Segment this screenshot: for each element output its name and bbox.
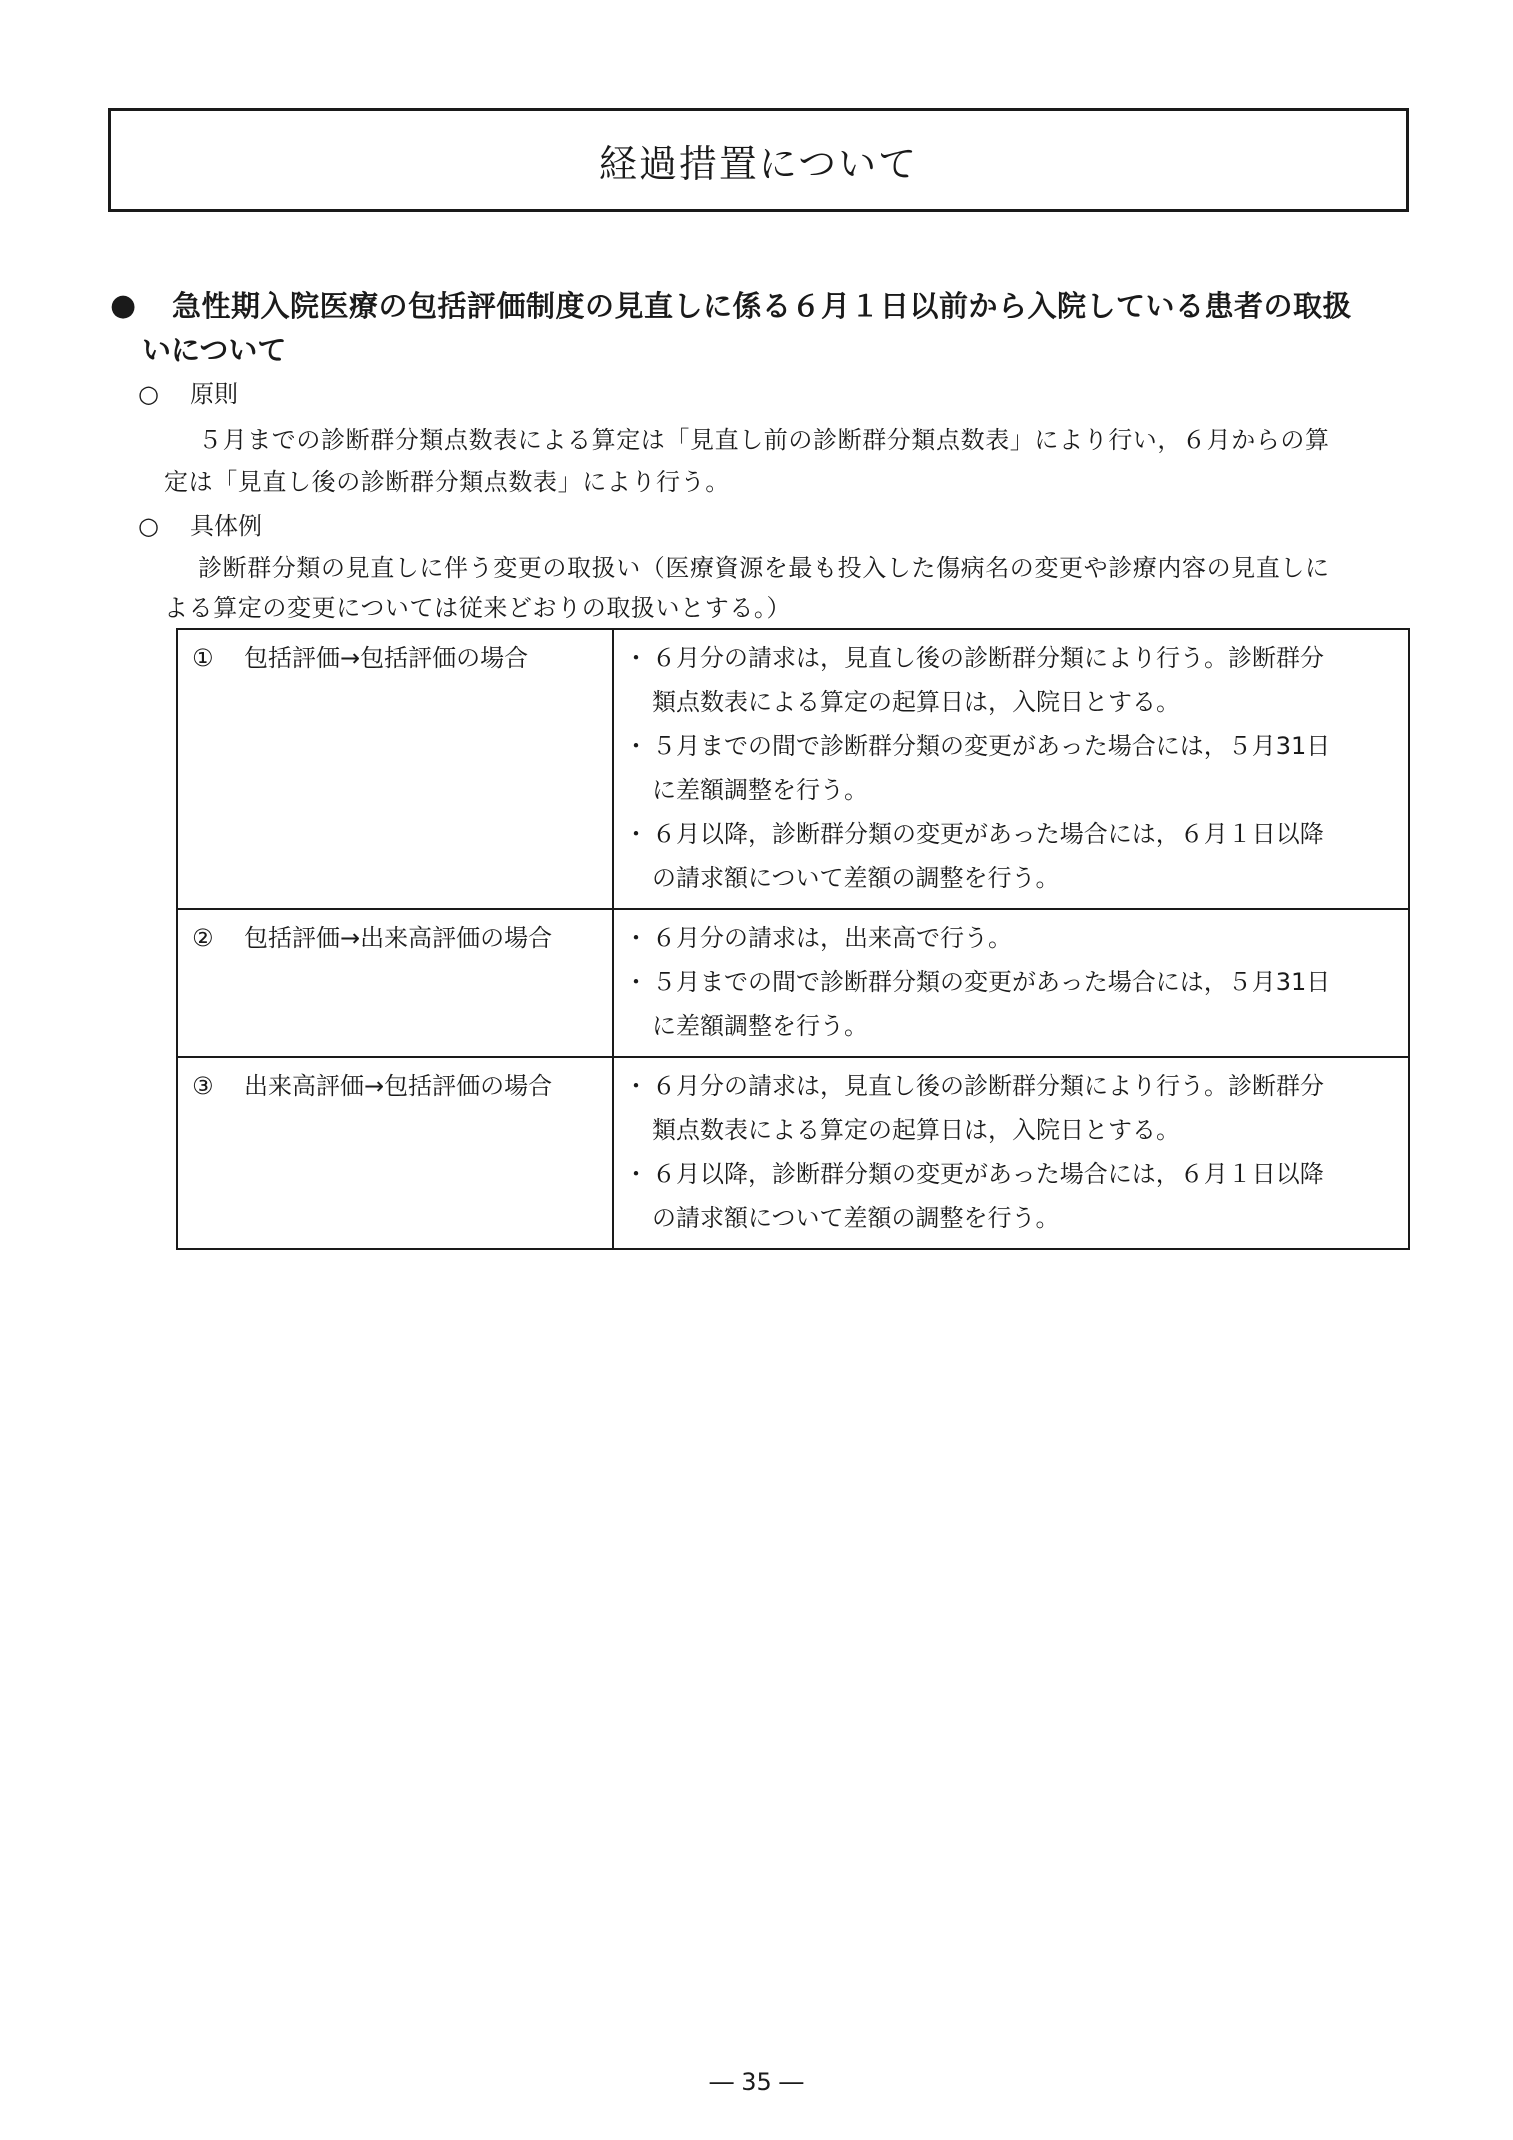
- dot-bullet: ・: [624, 644, 648, 672]
- case-detail-cell: [613, 1057, 1409, 1249]
- case-number: ②: [192, 924, 214, 952]
- principle-text-line2: 定は「見直し後の診断群分類点数表」により行う。: [164, 468, 730, 496]
- hollow-circle-bullet-icon: ○: [138, 512, 159, 540]
- case-label: 包括評価→出来高評価の場合: [244, 924, 553, 952]
- list-item: [624, 960, 1398, 1048]
- case-label: 包括評価→包括評価の場合: [244, 644, 529, 672]
- list-item: [624, 636, 1398, 724]
- section-heading-line2: いについて: [142, 333, 287, 367]
- page-number: ― 35 ―: [709, 2068, 804, 2096]
- section-heading-line1: 急性期入院医療の包括評価制度の見直しに係る６月１日以前から入院している患者の取扱: [172, 289, 1353, 323]
- list-item: [624, 916, 1398, 960]
- case-number: ①: [192, 644, 214, 672]
- item-line2: に差額調整を行う。: [652, 776, 868, 804]
- dot-bullet: ・: [624, 732, 648, 760]
- examples-heading: [138, 506, 262, 541]
- examples-text-line1: 診断群分類の見直しに伴う変更の取扱い（医療資源を最も投入した傷病名の変更や診療内容の見直しに: [198, 554, 1330, 582]
- case-detail-cell: [613, 629, 1409, 909]
- case-number: ③: [192, 1072, 214, 1100]
- title-box: [108, 108, 1409, 212]
- item-line2: 類点数表による算定の起算日は，入院日とする。: [652, 1116, 1180, 1144]
- item-line2: 類点数表による算定の起算日は，入院日とする。: [652, 688, 1180, 716]
- item-line2: の請求額について差額の調整を行う。: [652, 1204, 1060, 1232]
- principle-label: 原則: [190, 380, 238, 408]
- case-label-cell: [177, 1057, 613, 1249]
- item-line1: ５月までの間で診断群分類の変更があった場合には，５月31日: [652, 732, 1331, 760]
- case-detail-cell: [613, 909, 1409, 1057]
- table-row: [177, 909, 1409, 1057]
- case-label-cell: [177, 909, 613, 1057]
- table-row: [177, 629, 1409, 909]
- dot-bullet: ・: [624, 968, 648, 996]
- examples-label: 具体例: [190, 512, 262, 540]
- dot-bullet: ・: [624, 924, 648, 952]
- dot-bullet: ・: [624, 1072, 648, 1100]
- case-label-cell: [177, 629, 613, 909]
- list-item: [624, 1152, 1398, 1240]
- item-line1: ６月分の請求は，見直し後の診断群分類により行う。診断群分: [652, 644, 1324, 672]
- item-line2: に差額調整を行う。: [652, 1012, 868, 1040]
- principle-heading: [138, 374, 238, 409]
- examples-text-line2: よる算定の変更については従来どおりの取扱いとする。）: [164, 594, 792, 622]
- item-line1: ６月分の請求は，出来高で行う。: [652, 924, 1012, 952]
- hollow-circle-bullet-icon: ○: [138, 380, 159, 408]
- item-line2: の請求額について差額の調整を行う。: [652, 864, 1060, 892]
- list-item: [624, 724, 1398, 812]
- item-line1: ５月までの間で診断群分類の変更があった場合には，５月31日: [652, 968, 1331, 996]
- item-line1: ６月以降，診断群分類の変更があった場合には，６月１日以降: [652, 820, 1324, 848]
- cases-table: [176, 628, 1410, 1250]
- page-title: 経過措置について: [598, 141, 919, 186]
- principle-text-line1: ５月までの診断群分類点数表による算定は「見直し前の診断群分類点数表」により行い，６月からの算: [198, 426, 1330, 454]
- case-label: 出来高評価→包括評価の場合: [244, 1072, 553, 1100]
- filled-circle-bullet-icon: ●: [110, 288, 137, 323]
- table-row: [177, 1057, 1409, 1249]
- item-line1: ６月以降，診断群分類の変更があった場合には，６月１日以降: [652, 1160, 1324, 1188]
- item-line1: ６月分の請求は，見直し後の診断群分類により行う。診断群分: [652, 1072, 1324, 1100]
- dot-bullet: ・: [624, 1160, 648, 1188]
- list-item: [624, 1064, 1398, 1152]
- list-item: [624, 812, 1398, 900]
- dot-bullet: ・: [624, 820, 648, 848]
